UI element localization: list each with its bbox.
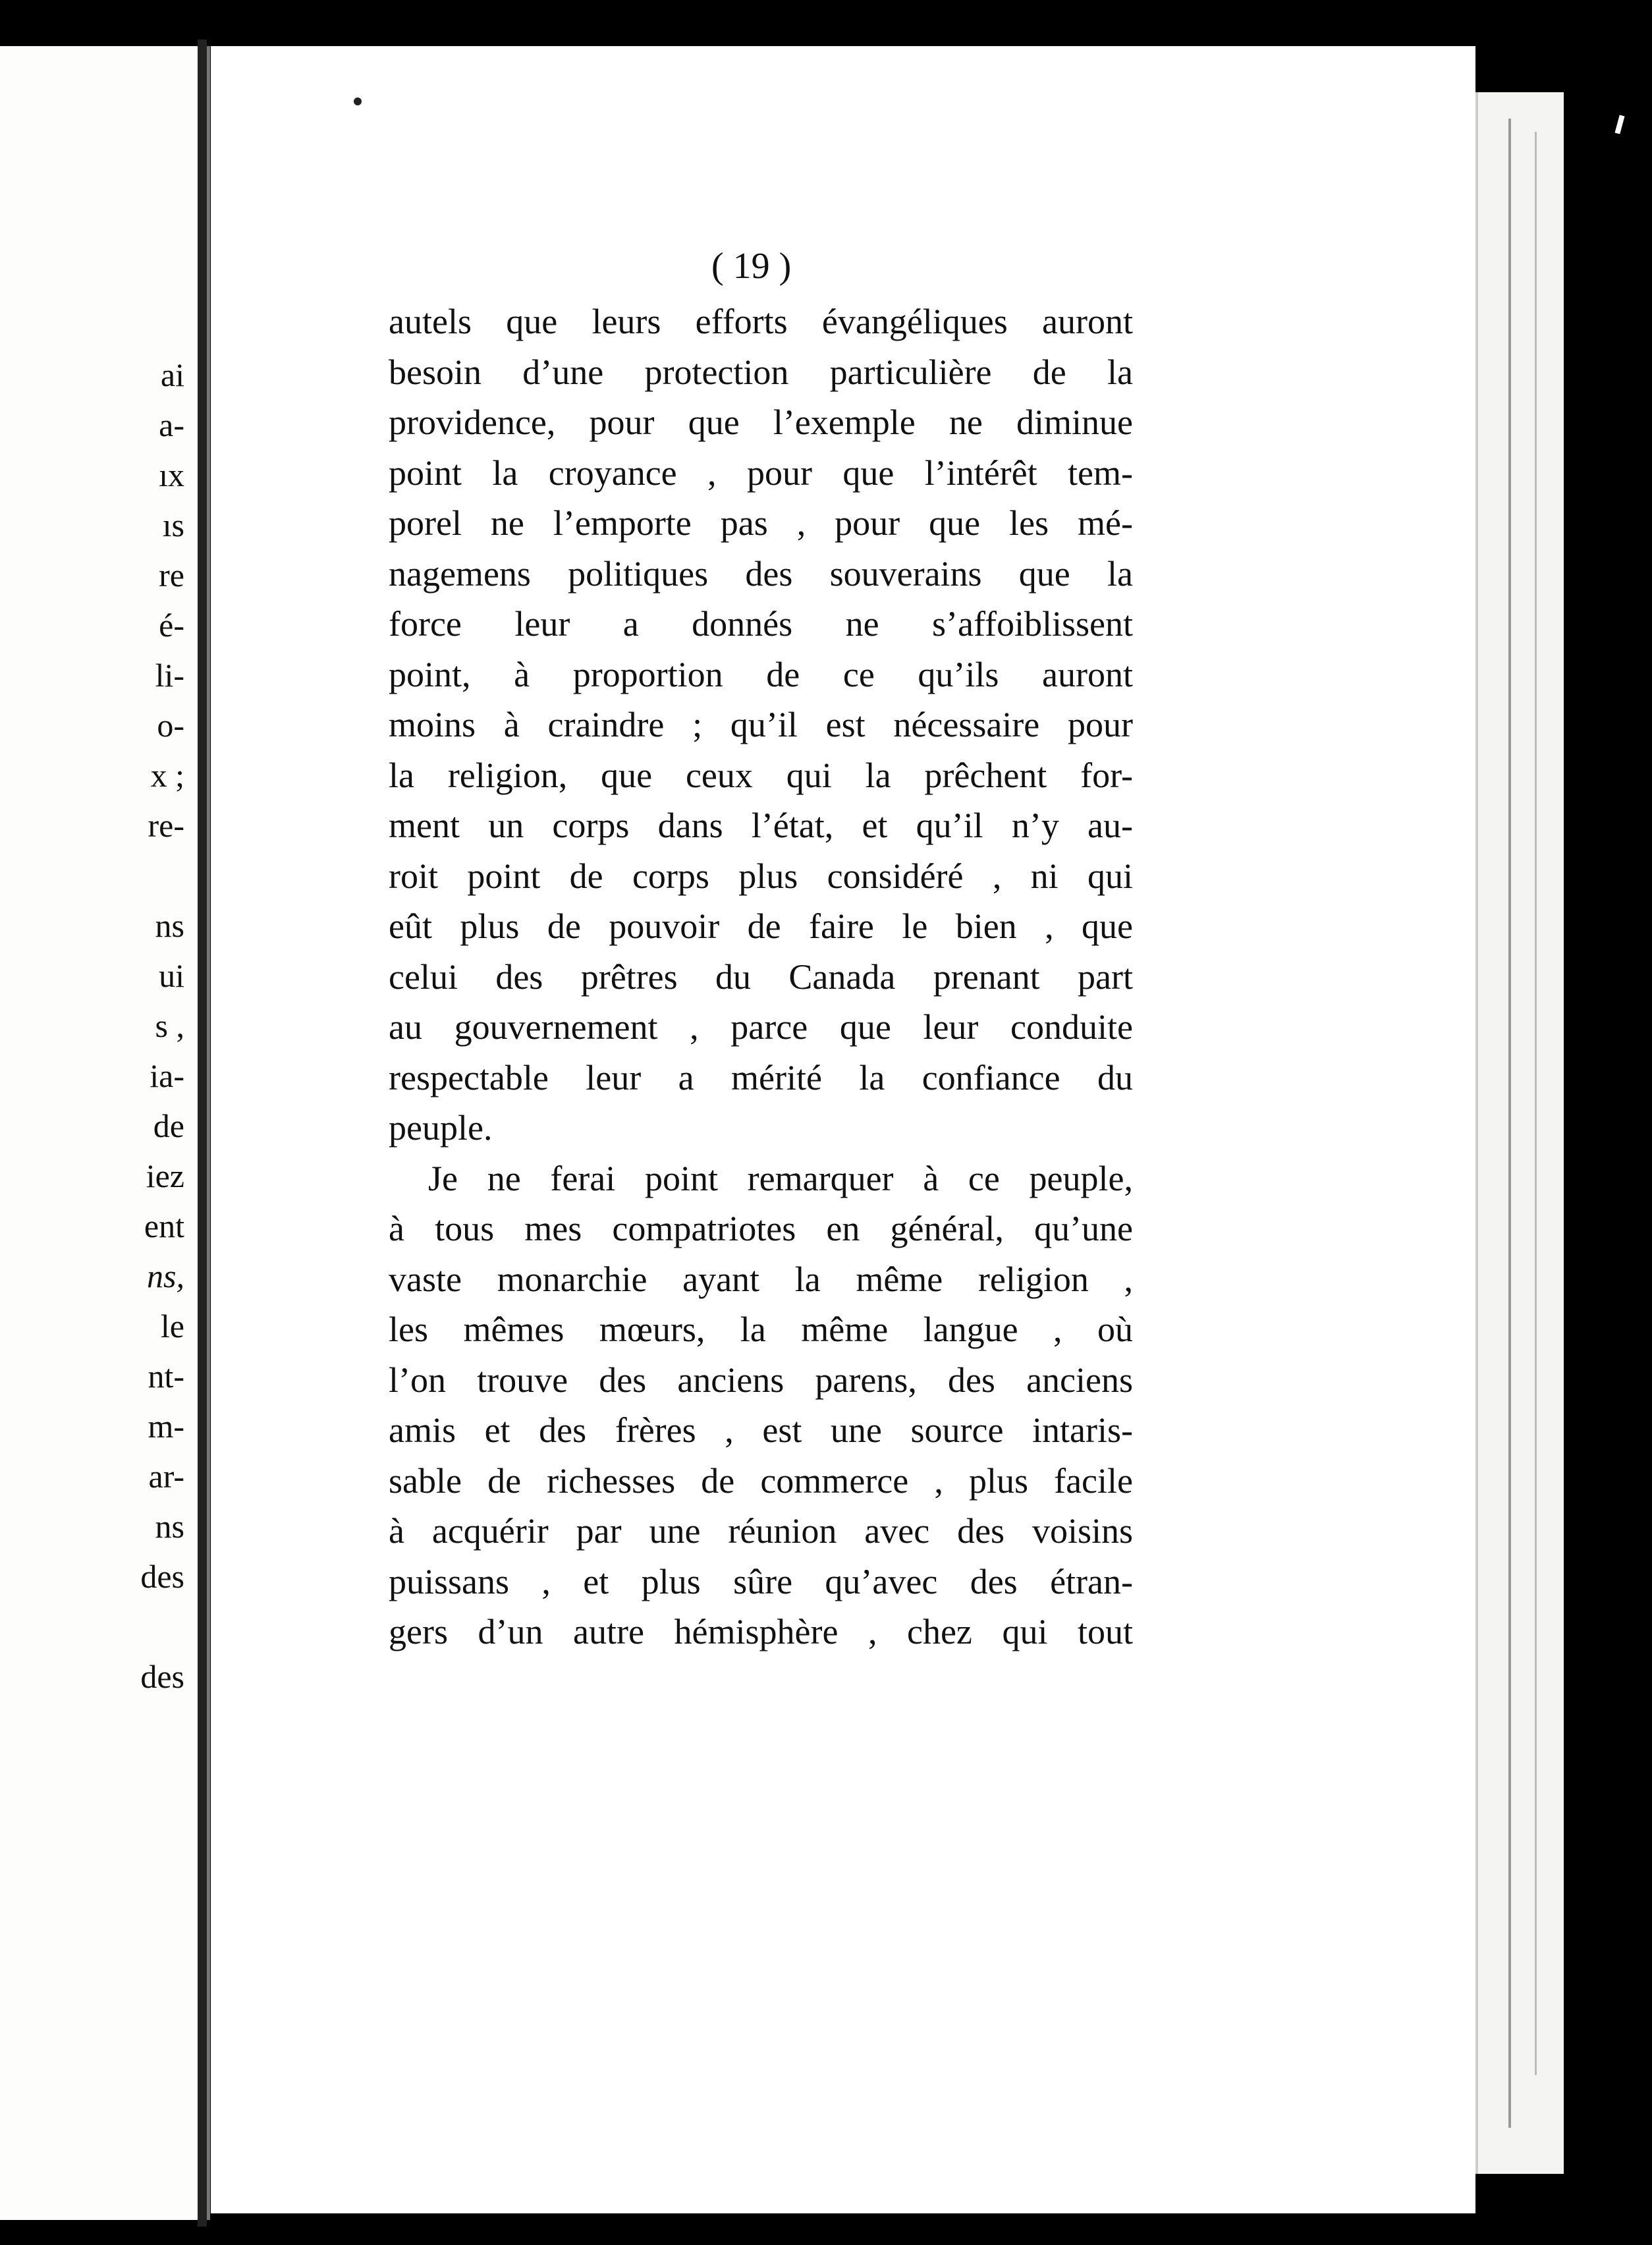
- text-line: point la croyance , pour que l’intérêt tem-: [389, 453, 1133, 493]
- left-fragment: ns: [155, 907, 184, 944]
- text-line: amis et des frères , est une source intaris-: [389, 1410, 1133, 1450]
- text-line: vaste monarchie ayant la même religion ,: [389, 1259, 1133, 1299]
- left-fragment: ent: [144, 1207, 184, 1244]
- left-page-fragment: [0, 46, 198, 2220]
- text-line: celui des prêtres du Canada prenant part: [389, 956, 1133, 997]
- text-line: respectable leur a mérité la confiance du: [389, 1057, 1133, 1097]
- text-line: gers d’un autre hémisphère , chez qui tout: [389, 1612, 1133, 1651]
- left-fragment: ia-: [150, 1057, 184, 1094]
- left-fragment: des: [140, 1558, 184, 1595]
- ink-spot: [354, 97, 362, 105]
- left-fragment: a-: [159, 406, 184, 443]
- page-number: ( 19 ): [711, 246, 792, 287]
- edge-mark: [1615, 115, 1625, 134]
- left-fragment: x ;: [150, 757, 184, 794]
- text-line: moins à craindre ; qu’il est nécessaire pour: [389, 705, 1133, 744]
- text-line: au gouvernement , parce que leur conduite: [389, 1007, 1133, 1047]
- left-fragment: de: [153, 1107, 184, 1144]
- page-edge-stack: [1475, 92, 1564, 2174]
- text-line: puissans , et plus sûre qu’avec des étran-: [389, 1561, 1133, 1601]
- left-fragment: des: [140, 1658, 184, 1695]
- text-line: nagemens politiques des souverains que la: [389, 553, 1133, 594]
- left-fragment: o-: [157, 707, 184, 744]
- body-text: [389, 296, 1133, 1657]
- left-fragment: nt-: [148, 1358, 184, 1395]
- text-line: à acquérir par une réunion avec des voisins: [389, 1511, 1133, 1551]
- left-fragment: ıx: [159, 457, 184, 493]
- text-line: la religion, que ceux qui la prêchent for-: [389, 755, 1133, 795]
- left-fragment: ns: [155, 1508, 184, 1545]
- left-fragment: s ,: [155, 1007, 184, 1044]
- text-line: peuple.: [389, 1108, 493, 1148]
- text-line: point, à proportion de ce qu’ils auront: [389, 654, 1133, 694]
- text-line: l’on trouve des anciens parens, des anciens: [389, 1360, 1133, 1400]
- left-fragment: ui: [159, 957, 184, 994]
- left-fragment: li-: [155, 657, 184, 694]
- left-fragment: ns,: [147, 1258, 184, 1294]
- left-fragment: re-: [148, 807, 184, 844]
- left-fragment: ıs: [162, 507, 184, 543]
- left-fragment: ar-: [148, 1458, 184, 1495]
- text-line: ment un corps dans l’état, et qu’il n’y au-: [389, 806, 1133, 845]
- left-fragment: le: [160, 1308, 184, 1344]
- text-line: porel ne l’emporte pas , pour que les mé-: [389, 503, 1133, 543]
- text-line: à tous mes compatriotes en général, qu’une: [389, 1209, 1133, 1248]
- page-edge-line: [1535, 132, 1537, 2075]
- left-fragment: ai: [160, 356, 184, 393]
- left-fragment: re: [159, 557, 184, 594]
- text-line: Je ne ferai point remarquer à ce peuple,: [428, 1158, 1133, 1198]
- text-line: sable de richesses de commerce , plus facile: [389, 1460, 1133, 1501]
- text-line: eût plus de pouvoir de faire le bien , que: [389, 906, 1133, 946]
- text-line: les mêmes mœurs, la même langue , où: [389, 1310, 1133, 1349]
- gutter-shadow: [207, 46, 210, 2220]
- text-line: autels que leurs efforts évangéliques auront: [389, 302, 1133, 341]
- left-fragment: m-: [148, 1408, 184, 1445]
- book-gutter: [198, 40, 207, 2227]
- text-line: roit point de corps plus considéré , ni qui: [389, 856, 1133, 896]
- text-line: besoin d’une protection particulière de la: [389, 352, 1133, 392]
- left-fragment: iez: [146, 1157, 184, 1194]
- left-fragment: é-: [159, 607, 184, 644]
- text-line: providence, pour que l’exemple ne diminue: [389, 402, 1133, 442]
- page-edge-line: [1508, 119, 1511, 2128]
- text-line: force leur a donnés ne s’affoiblissent: [389, 604, 1133, 644]
